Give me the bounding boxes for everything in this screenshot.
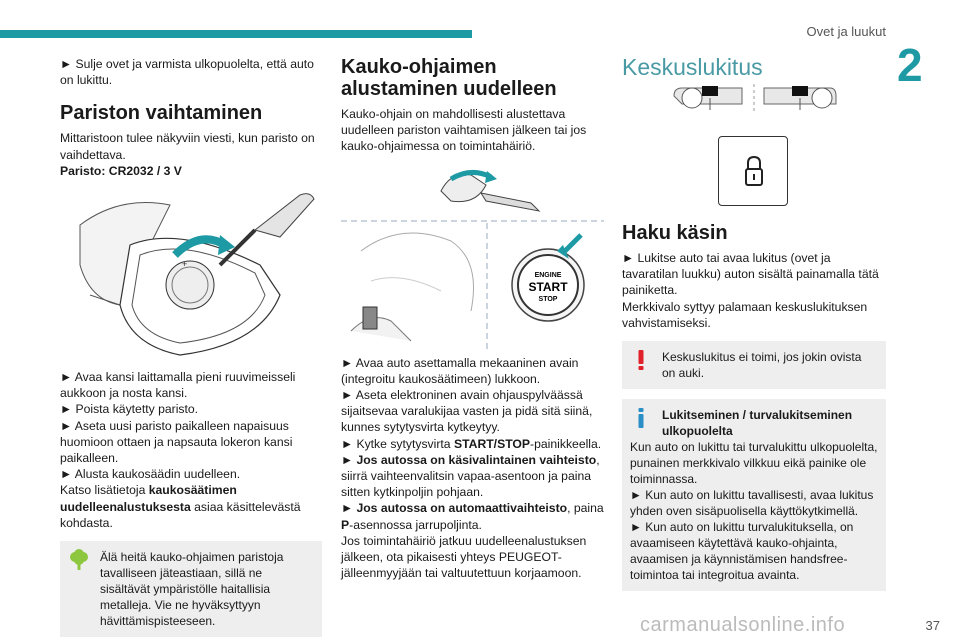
reinit-step-4: ► Jos autossa on käsivalintainen vaihteisto, siirrä vaihteenvalitsin vapaa-asentoon ja paina sitten kytkinpoljin pohjaan. [341,452,600,500]
remote-key-battery-icon [60,185,322,363]
intro-step: ► Sulje ovet ja varmista ulkopuolelta, että auto on lukittu. [60,57,314,88]
info-note-title: Lukitseminen / turvalukitseminen ulkopuolelta [662,408,853,439]
heading-reinit: Kauko-ohjaimen alustaminen uudelleen [341,56,557,100]
manual-step: ► Lukitse auto tai avaa lukitus (ovet ja tavaratilan luukku) auton sisältä painamalla tätä painiketta. [622,251,879,298]
step-3: ► Aseta uusi paristo paikalleen napaisuus huomioon ottaen ja napsauta lokeron kansi paikalleen. [60,418,293,466]
see-more: Katso lisätietoja kaukosäätimen uudelleenalustuksesta asiaa käsittelevästä kohdasta. [60,483,301,530]
step-4: ► Alusta kaukosäädin uudelleen. [60,467,241,482]
reinit-step-3: ► Kytke sytytysvirta START/STOP-painikkeella. [341,436,602,451]
header-bar [0,30,472,38]
tree-icon [68,549,90,571]
page-number: 37 [925,618,940,633]
lock-button[interactable] [718,136,788,206]
heading-manual: Haku käsin [622,222,728,244]
warning-note-text: Keskuslukitus ei toimi, jos jokin ovista on auki. [662,350,862,381]
reinit-message: Kauko-ohjain on mahdollisesti alustettava uudelleen pariston vaihtamisen jälkeen tai jos kauko-ohjaimessa on toimintahäiriö. [341,107,587,154]
exclamation-icon [630,349,652,371]
column-2 [341,56,604,581]
step-1: ► Avaa kansi laittamalla pieni ruuvimeisseli aukkoon ja nosta kansi. [60,370,296,401]
key-and-start-button-icon [341,161,604,349]
reinit-step-5: ► Jos autossa on automaattivaihteisto, paina P-asennossa jarrupoljinta. [341,501,604,532]
reinit-closing: Jos toimintahäiriö jatkuu uudelleenalustuksen jälkeen, ota pikaisesti yhteys PEUGEOT-jälleenmyyjään tai valtuutettuun korjaamoon. [341,533,587,581]
start-label: START [528,279,568,294]
warning-note [622,341,886,389]
remote-battery-illustration [60,185,322,363]
stop-label: STOP [538,295,558,303]
section-title: Ovet ja luukut [806,24,886,39]
info-note [622,399,886,591]
engine-label: ENGINE [534,271,562,279]
info-icon [630,407,652,429]
column-3 [622,56,886,591]
manual-indicator: Merkkivalo syttyy palamaan keskuslukituksen vahvistamiseksi. [622,299,868,330]
eco-note-text: Älä heitä kauko-ohjaimen paristoja tavalliseen jäteastiaan, sillä ne sisältävät ympäristölle haitallisia metalleja. Vie ne hyväksyttyyn hävittämispisteeseen. [100,550,284,629]
dashboard-illustration [622,84,886,124]
battery-type: Paristo: CR2032 / 3 V [60,163,182,178]
reinit-illustration [341,161,604,349]
reinit-step-2: ► Aseta elektroninen avain ohjauspylväässä sijaitsevaa varalukijaa vasten ja pidä sitä siinä, kunnes sytytysvirta kytkeytyy. [341,388,593,435]
step-2: ► Poista käytetty paristo. [60,402,199,417]
padlock-icon [719,137,789,207]
chapter-number: 2 [897,39,923,91]
eco-note [60,541,322,637]
info-note-1: Kun auto on lukittu tai turvalukittu ulkopuolelta, punainen merkkivalo vilkkuu eikä painike ole toiminnassa. [630,440,878,487]
info-note-3: ► Kun auto on lukittu turvalukituksella, on avaamiseen käytettävä kauko-ohjainta, avaamisen ja käynnistämisen handsfree-toimintoa tai integroitua avainta. [630,520,854,583]
heading-battery: Pariston vaihtaminen [60,102,263,125]
column-1 [60,56,322,637]
info-note-2: ► Kun auto on lukittu tavallisesti, avaa lukitus yhden oven sisäpuolisella käyttökytkimellä. [630,488,874,519]
heading-central-locking: Keskuslukitus [622,54,763,80]
footer-watermark: carmanualsonline.info [640,614,846,636]
battery-message: Mittaristoon tulee näkyviin viesti, kun paristo on vaihdettava. [60,131,315,162]
reinit-step-1: ► Avaa auto asettamalla mekaaninen avain (integroitu kaukosäätimeen) lukkoon. [341,355,579,386]
dashboard-location-icon [622,84,886,124]
svg-text:+: + [182,259,188,270]
lock-button-illustration [622,136,886,206]
